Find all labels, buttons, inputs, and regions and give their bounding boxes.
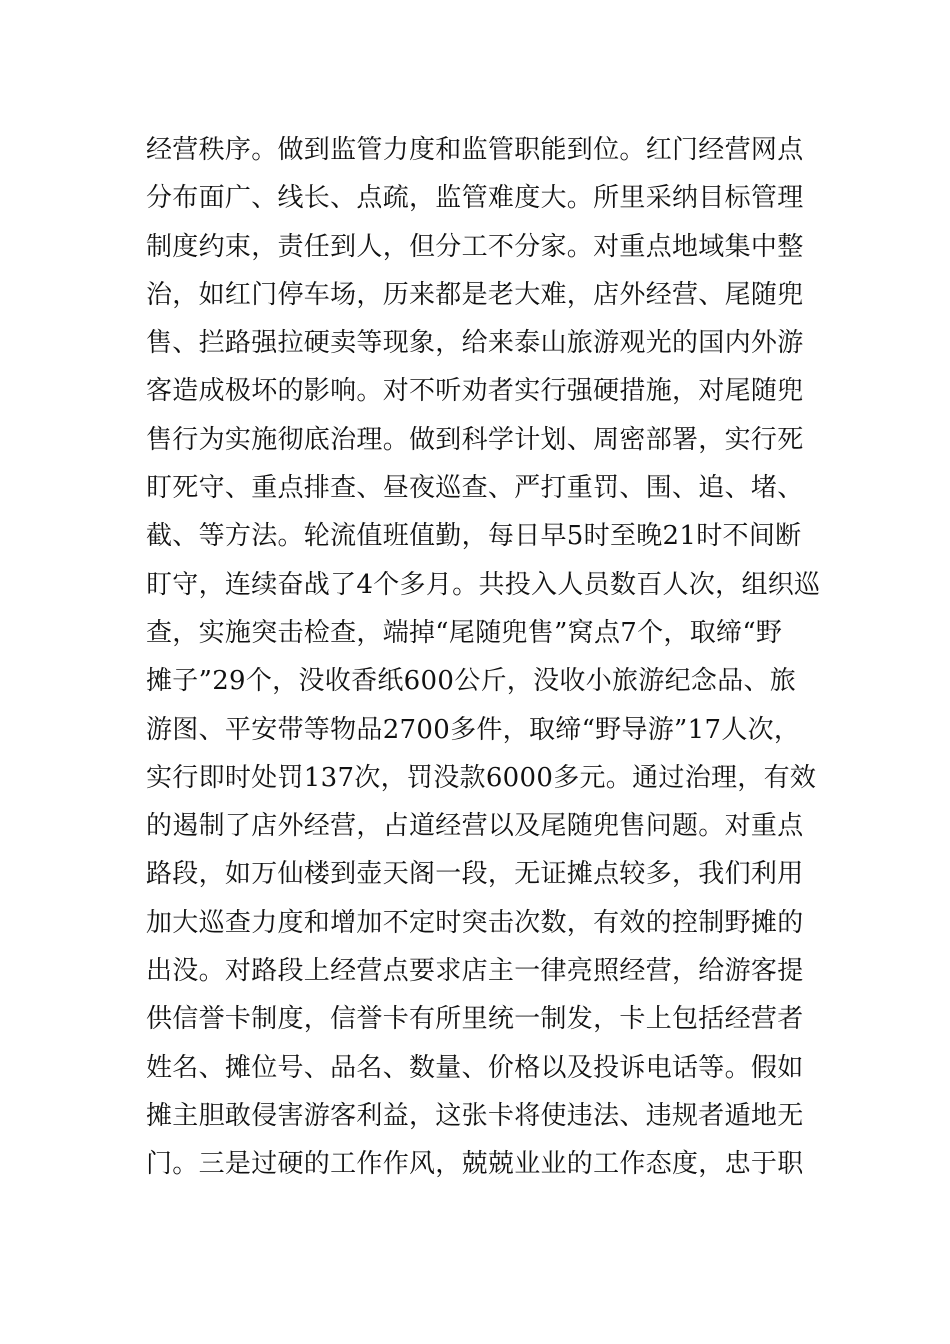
text-line: 盯守，连续奋战了4个多月。共投入人员数百人次，组织巡 xyxy=(146,569,821,600)
text-line: 出没。对路段上经营点要求店主一律亮照经营，给游客提 xyxy=(146,956,804,987)
text-line: 分布面广、线长、点疏，监管难度大。所里采纳目标管理 xyxy=(146,183,804,214)
text-line: 路段，如万仙楼到壶天阁一段，无证摊点较多，我们利用 xyxy=(146,859,804,890)
text-line: 售、拦路强拉硬卖等现象，给来泰山旅游观光的国内外游 xyxy=(146,328,804,359)
text-line: 售行为实施彻底治理。做到科学计划、周密部署，实行死 xyxy=(146,424,804,455)
text-line: 的遏制了店外经营，占道经营以及尾随兜售问题。对重点 xyxy=(146,811,804,842)
text-line: 客造成极坏的影响。对不听劝者实行强硬措施，对尾随兜 xyxy=(146,376,804,407)
text-line: 游图、平安带等物品2700多件，取缔“野导游”17人次， xyxy=(146,714,801,745)
text-line: 治，如红门停车场，历来都是老大难，店外经营、尾随兜 xyxy=(146,279,804,310)
text-line: 摊子”29个，没收香纸600公斤，没收小旅游纪念品、旅 xyxy=(146,666,797,697)
text-line: 加大巡查力度和增加不定时突击次数，有效的控制野摊的 xyxy=(146,907,804,938)
text-line: 经营秩序。做到监管力度和监管职能到位。红门经营网点 xyxy=(146,135,804,165)
text-line: 供信誉卡制度，信誉卡有所里统一制发，卡上包括经营者 xyxy=(146,1004,804,1035)
text-line: 查，实施突击检查，端掉“尾随兜售”窝点7个，取缔“野 xyxy=(146,617,783,648)
text-line: 摊主胆敢侵害游客利益，这张卡将使违法、违规者遁地无 xyxy=(146,1100,804,1131)
text-line: 实行即时处罚137次，罚没款6000多元。通过治理，有效 xyxy=(146,762,817,793)
body-text xyxy=(146,126,826,1189)
text-line: 盯死守、重点排查、昼夜巡查、严打重罚、围、追、堵、 xyxy=(146,473,804,504)
text-line: 姓名、摊位号、品名、数量、价格以及投诉电话等。假如 xyxy=(146,1052,804,1083)
text-line: 制度约束，责任到人，但分工不分家。对重点地域集中整 xyxy=(146,231,804,262)
text-line: 截、等方法。轮流值班值勤，每日早5时至晚21时不间断 xyxy=(146,521,802,552)
text-line: 门。三是过硬的工作作风，兢兢业业的工作态度，忠于职 xyxy=(146,1149,804,1180)
